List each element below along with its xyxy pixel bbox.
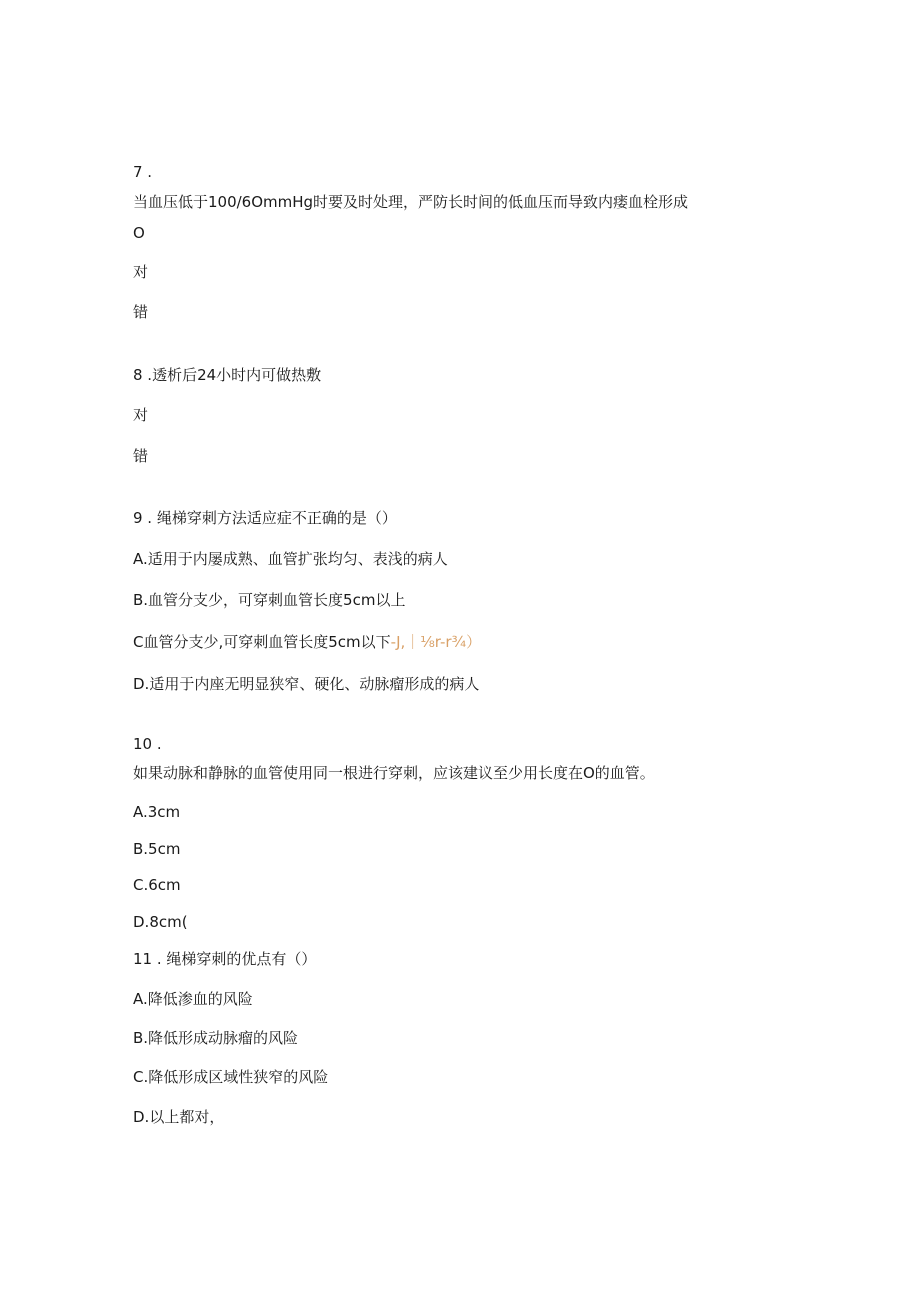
q9-option-c-text: C血管分支少,可穿刺血管长度5cm以下	[133, 633, 391, 651]
q7-option-false[interactable]: 错	[133, 303, 149, 321]
q9-option-b[interactable]: B.血管分支少，可穿刺血管长度5cm以上	[133, 591, 406, 609]
q11-option-d[interactable]: D.以上都对，	[133, 1108, 225, 1126]
q11-option-c[interactable]: C.降低形成区域性狭窄的风险	[133, 1068, 329, 1086]
q7-option-true[interactable]: 对	[133, 263, 149, 281]
q10-stem: 如果动脉和静脉的血管使用同一根进行穿刺，应该建议至少用长度在O的血管。	[133, 764, 655, 782]
q8-option-false[interactable]: 错	[133, 447, 149, 465]
q10-option-b[interactable]: B.5cm	[133, 840, 181, 858]
q9-stem: 9 . 绳梯穿刺方法适应症不正确的是（）	[133, 509, 397, 527]
q10-option-c[interactable]: C.6cm	[133, 876, 181, 894]
q10-option-d[interactable]: D.8cm(	[133, 913, 188, 931]
q7-stem: 当血压低于100/6OmmHg时要及时处理，严防长时间的低血压而导致内瘘血栓形成	[133, 193, 689, 211]
q9-option-a[interactable]: A.适用于内屡成熟、血管扩张均匀、表浅的病人	[133, 550, 448, 568]
q8-option-true[interactable]: 对	[133, 406, 149, 424]
q7-blank: O	[133, 224, 145, 242]
q10-number: 10 .	[133, 735, 162, 753]
q11-option-a[interactable]: A.降低渗血的风险	[133, 990, 253, 1008]
q7-number: 7 .	[133, 163, 153, 181]
handwritten-annotation: -J,｜⅛r-r¾）	[390, 633, 482, 651]
q9-option-c[interactable]	[133, 632, 481, 652]
q10-option-a[interactable]: A.3cm	[133, 803, 181, 821]
q8-stem: 8 .透析后24小时内可做热敷	[133, 366, 322, 384]
q9-option-d[interactable]: D.适用于内座无明显狭窄、硬化、动脉瘤形成的病人	[133, 675, 480, 693]
q11-option-b[interactable]: B.降低形成动脉瘤的风险	[133, 1029, 299, 1047]
q11-stem: 11 . 绳梯穿刺的优点有（）	[133, 950, 317, 968]
